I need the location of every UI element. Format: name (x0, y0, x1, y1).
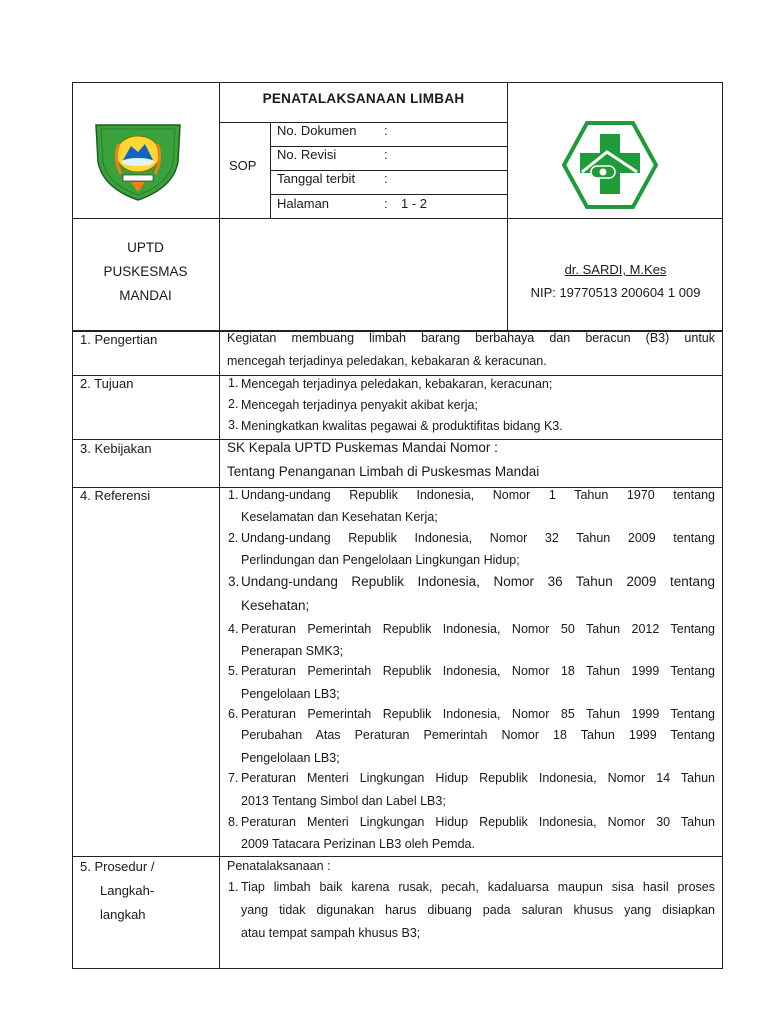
list-item: Peraturan Menteri Lingkungan Hidup Republik Indonesia, Nomor 30 Tahun (241, 815, 715, 829)
list-item: Mencegah terjadinya peledakan, kebakaran, keracunan; (241, 377, 553, 391)
field-sep: : (384, 171, 388, 186)
list-number: 8. (228, 815, 239, 829)
section-label-prosedur: Langkah- (100, 883, 155, 898)
list-item: Keselamatan dan Kesehatan Kerja; (241, 510, 438, 524)
list-number: 2. (228, 531, 239, 545)
field-sep: : (384, 123, 388, 138)
regional-emblem-icon (93, 122, 183, 202)
list-item: Undang-undang Republik Indonesia, Nomor 36 Tahun 2009 tentang (241, 574, 715, 589)
section-label-prosedur: langkah (100, 907, 146, 922)
list-item: 2013 Tentang Simbol dan Label LB3; (241, 794, 446, 808)
list-number: 2. (228, 397, 239, 411)
org-line: UPTD (127, 240, 164, 255)
divider (270, 194, 508, 195)
list-item: Tiap limbah baik karena rusak, pecah, kadaluarsa maupun sisa hasil proses (241, 880, 715, 894)
field-sep: : (384, 147, 388, 162)
list-number: 6. (228, 707, 239, 721)
body-line: Penatalaksanaan : (227, 859, 331, 873)
list-number: 3. (228, 418, 239, 432)
list-item: Penerapan SMK3; (241, 644, 344, 658)
list-item: atau tempat sampah khusus B3; (241, 926, 421, 940)
field-label: No. Revisi (277, 147, 337, 162)
list-item: Pengelolaan LB3; (241, 751, 340, 765)
list-item: yang tidak digunakan harus dibuang pada saluran khusus yang disiapkan (241, 903, 715, 917)
sop-label: SOP (229, 158, 257, 173)
divider (72, 856, 723, 857)
field-sep: : (384, 196, 388, 211)
field-label: Tanggal terbit (277, 171, 356, 186)
list-number: 5. (228, 664, 239, 678)
list-item: Peraturan Pemerintah Republik Indonesia, Nomor 18 Tahun 1999 Tentang (241, 664, 715, 678)
list-number: 1. (228, 880, 239, 894)
list-item: Peraturan Menteri Lingkungan Hidup Republik Indonesia, Nomor 14 Tahun (241, 771, 715, 785)
section-label-tujuan: 2. Tujuan (80, 376, 134, 391)
body-line: Kegiatan membuang limbah barang berbahaya dan beracun (B3) untuk (227, 331, 715, 345)
body-line: mencegah terjadinya peledakan, kebakaran & keracunan. (227, 354, 547, 368)
page-title: PENATALAKSANAAN LIMBAH (262, 91, 465, 106)
list-item: Undang-undang Republik Indonesia, Nomor 1 Tahun 1970 tentang (241, 488, 715, 502)
list-number: 4. (228, 622, 239, 636)
list-item: Mencegah terjadinya penyakit akibat kerja; (241, 398, 478, 412)
list-number: 7. (228, 771, 239, 785)
signer-name: dr. SARDI, M.Kes (564, 262, 667, 277)
list-number: 3. (228, 574, 240, 589)
divider (72, 218, 723, 219)
section-label-referensi: 4. Referensi (80, 488, 151, 503)
list-item: Kesehatan; (241, 598, 310, 613)
list-item: Perlindungan dan Pengelolaan Lingkungan Hidup; (241, 553, 520, 567)
section-label-kebijakan: 3. Kebijakan (80, 441, 152, 456)
list-item: Pengelolaan LB3; (241, 687, 340, 701)
list-item: Meningkatkan kwalitas pegawai & produktifitas bidang K3. (241, 419, 563, 433)
signer-nip: NIP: 19770513 200604 1 009 (530, 285, 701, 300)
list-number: 1. (228, 488, 239, 502)
list-item: Peraturan Pemerintah Republik Indonesia, Nomor 50 Tahun 2012 Tentang (241, 622, 715, 636)
list-item: Undang-undang Republik Indonesia, Nomor 32 Tahun 2009 tentang (241, 531, 715, 545)
body-line: Tentang Penanganan Limbah di Puskesmas Mandai (227, 464, 540, 479)
list-item: Peraturan Pemerintah Republik Indonesia, Nomor 85 Tahun 1999 Tentang (241, 707, 715, 721)
puskesmas-cross-logo-icon (562, 120, 658, 210)
org-line: MANDAI (119, 288, 172, 303)
field-label: No. Dokumen (277, 123, 357, 138)
field-label: Halaman (277, 196, 330, 211)
list-number: 1. (228, 376, 239, 390)
divider (219, 122, 508, 123)
field-value: 1 - 2 (401, 196, 428, 211)
section-label-prosedur: 5. Prosedur / (80, 859, 155, 874)
divider (219, 82, 220, 969)
org-line: PUSKESMAS (103, 264, 188, 279)
list-item: Perubahan Atas Peraturan Pemerintah Nomor 18 Tahun 1999 Tentang (241, 728, 715, 742)
body-line: SK Kepala UPTD Puskemas Mandai Nomor : (227, 440, 498, 455)
section-label-pengertian: 1. Pengertian (80, 332, 158, 347)
list-item: 2009 Tatacara Perizinan LB3 oleh Pemda. (241, 837, 475, 851)
